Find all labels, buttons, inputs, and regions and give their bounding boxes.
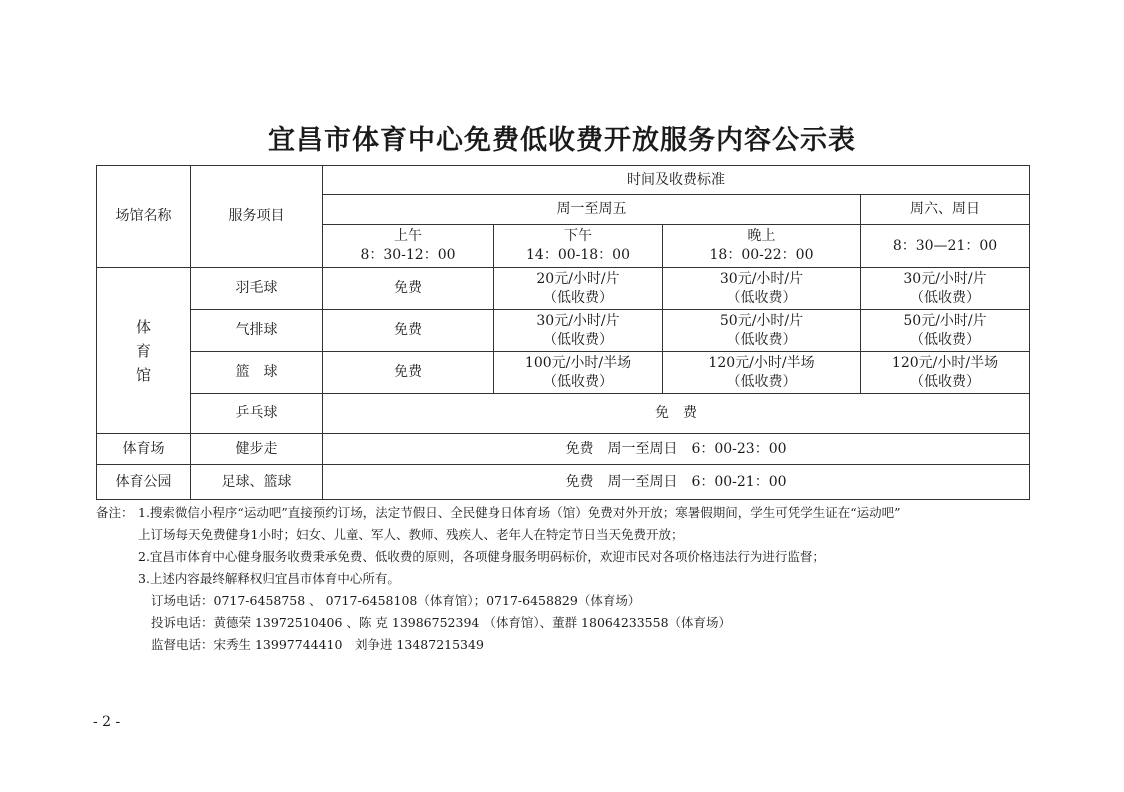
- fee-weekend: 50元/小时/片 （低收费）: [861, 310, 1030, 352]
- note-1: 备注： 1.搜索微信小程序“运动吧”直接预约订场，法定节假日、全民健身日体育场（馆）免费对外开放；寒暑假期间，学生可凭学生证在“运动吧”: [96, 502, 1056, 524]
- service-football-basketball: 足球、篮球: [191, 465, 323, 500]
- notes: [96, 502, 1056, 656]
- note-1-cont: 上订场每天免费健身1小时；妇女、儿童、军人、教师、残疾人、老年人在特定节日当天免费开放；: [138, 527, 684, 542]
- service-walking: 健步走: [191, 434, 323, 465]
- header-weekend: 周六、周日: [861, 195, 1030, 225]
- fee-evening: 50元/小时/片 （低收费）: [663, 310, 861, 352]
- evening-time: 18：00-22：00: [709, 247, 814, 263]
- fee-evening: 30元/小时/片 （低收费）: [663, 268, 861, 310]
- morning-time: 8：30-12：00: [360, 247, 456, 263]
- afternoon-label: 下午: [564, 228, 592, 244]
- fee-afternoon: 20元/小时/片 （低收费）: [494, 268, 663, 310]
- evening-label: 晚上: [747, 228, 776, 244]
- fee-afternoon: 30元/小时/片 （低收费）: [494, 310, 663, 352]
- header-weekend-time: 8：30—21：00: [861, 225, 1030, 268]
- fee-morning: 免费: [323, 310, 494, 352]
- complaint-phone: 投诉电话：黄德荣 13972510406 、陈 克 13986752394 （体育馆）、董群 18064233558（体育场）: [151, 615, 732, 630]
- venue-park: 体育公园: [97, 465, 191, 500]
- header-afternoon: [494, 225, 663, 268]
- venue-stadium: 体育场: [97, 434, 191, 465]
- header-weekday: 周一至周五: [323, 195, 861, 225]
- service-pingpong: 乒乓球: [191, 394, 323, 434]
- morning-label: 上午: [394, 228, 422, 244]
- supervision-phone: 监督电话：宋秀生 13997744410 刘争进 13487215349: [151, 637, 484, 652]
- fee-stadium: 免费 周一至周日 6：00-23：00: [323, 434, 1030, 465]
- fee-weekend: 120元/小时/半场 （低收费）: [861, 352, 1030, 394]
- fee-morning: 免费: [323, 352, 494, 394]
- service-basketball: 篮 球: [191, 352, 323, 394]
- fee-table: [96, 165, 1030, 500]
- notes-label: 备注：: [96, 505, 134, 520]
- fee-afternoon: 100元/小时/半场 （低收费）: [494, 352, 663, 394]
- header-evening: [663, 225, 861, 268]
- page-number: - 2 -: [93, 714, 121, 730]
- fee-weekend: 30元/小时/片 （低收费）: [861, 268, 1030, 310]
- fee-park: 免费 周一至周日 6：00-21：00: [323, 465, 1030, 500]
- service-air-volleyball: 气排球: [191, 310, 323, 352]
- header-morning: [323, 225, 494, 268]
- booking-phone: 订场电话：0717-6458758 、 0717-6458108（体育馆）；0717-6458829（体育场）: [151, 593, 641, 608]
- note-2: 2.宜昌市体育中心健身服务收费秉承免费、低收费的原则，各项健身服务明码标价，欢迎市民对各项价格违法行为进行监督；: [138, 549, 825, 564]
- page-title: 宜昌市体育中心免费低收费开放服务内容公示表: [268, 125, 856, 156]
- afternoon-time: 14：00-18：00: [526, 247, 630, 263]
- service-badminton: 羽毛球: [191, 268, 323, 310]
- fee-pingpong: 免 费: [323, 394, 1030, 434]
- venue-gym: 体 育 馆: [97, 268, 191, 434]
- header-venue: 场馆名称: [97, 166, 191, 268]
- fee-evening: 120元/小时/半场 （低收费）: [663, 352, 861, 394]
- note-3: 3.上述内容最终解释权归宜昌市体育中心所有。: [138, 571, 400, 586]
- header-service: 服务项目: [191, 166, 323, 268]
- header-time-and-fee: 时间及收费标准: [323, 166, 1030, 195]
- fee-morning: 免费: [323, 268, 494, 310]
